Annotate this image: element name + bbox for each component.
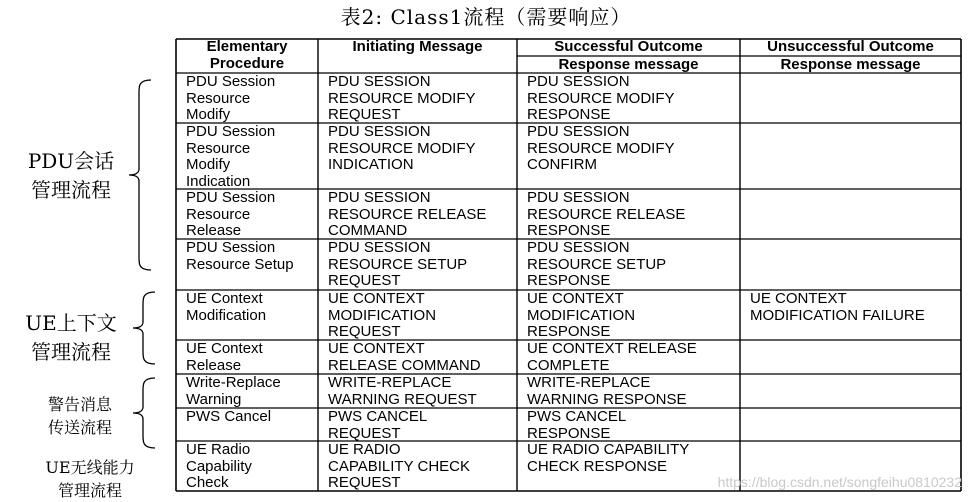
table-cell-successful: UE CONTEXT MODIFICATION RESPONSE: [527, 290, 636, 340]
group-brace: [129, 80, 151, 270]
table-title: 表2: Class1流程（需要响应）: [340, 5, 632, 29]
table-cell-procedure: PDU Session Resource Release: [186, 189, 276, 239]
table-cell-unsuccessful: [750, 341, 959, 374]
table-cell-procedure: UE Radio Capability Check: [186, 441, 252, 491]
table-cell-successful: PDU SESSION RESOURCE RELEASE RESPONSE: [527, 189, 686, 239]
watermark: https://blog.csdn.net/songfeihu0810232: [717, 474, 962, 490]
table-cell-initiating: UE CONTEXT RELEASE COMMAND: [328, 340, 481, 374]
table-cell-procedure: PDU Session Resource Setup: [186, 239, 294, 273]
table-cell-successful: UE RADIO CAPABILITY CHECK RESPONSE: [527, 441, 690, 475]
table-cell-procedure: PWS Cancel: [186, 408, 272, 425]
table-cell-initiating: PDU SESSION RESOURCE MODIFY INDICATION: [328, 123, 476, 173]
header-unsuccessful-outcome: Unsuccessful Outcome: [767, 38, 934, 55]
table-cell-successful: PDU SESSION RESOURCE SETUP RESPONSE: [527, 239, 667, 289]
table-cell-procedure: PDU Session Resource Modify Indication: [186, 123, 276, 190]
table-cell-procedure: UE Context Modification: [186, 290, 267, 324]
header-unsuccessful-response: Response message: [780, 56, 921, 73]
header-successful-response: Response message: [558, 56, 699, 73]
table-cell-initiating: PDU SESSION RESOURCE RELEASE COMMAND: [328, 189, 487, 239]
table-cell-unsuccessful: UE CONTEXT MODIFICATION FAILURE: [750, 290, 925, 324]
table-cell-initiating: PWS CANCEL REQUEST: [328, 408, 428, 442]
table-cell-initiating: PDU SESSION RESOURCE MODIFY REQUEST: [328, 73, 476, 123]
table-cell-procedure: UE Context Release: [186, 340, 263, 374]
header-initiating-message: Initiating Message: [352, 38, 483, 55]
table-cell-initiating: WRITE-REPLACE WARNING REQUEST: [328, 374, 477, 408]
table-cell-unsuccessful: [750, 190, 959, 239]
table-cell-procedure: PDU Session Resource Modify: [186, 73, 276, 123]
table-cell-successful: PDU SESSION RESOURCE MODIFY CONFIRM: [527, 123, 675, 173]
table-cell-successful: WRITE-REPLACE WARNING RESPONSE: [527, 374, 687, 408]
table-cell-initiating: UE RADIO CAPABILITY CHECK REQUEST: [328, 441, 470, 491]
header-successful-outcome: Successful Outcome: [554, 38, 703, 55]
table-cell-initiating: PDU SESSION RESOURCE SETUP REQUEST: [328, 239, 468, 289]
table-cell-unsuccessful: [750, 124, 959, 189]
table-cell-successful: PWS CANCEL RESPONSE: [527, 408, 627, 442]
group-label: UE上下文 管理流程: [25, 311, 117, 364]
group-brace: [133, 378, 155, 448]
group-label: UE无线能力 管理流程: [45, 458, 135, 501]
table-cell-unsuccessful: [750, 240, 959, 290]
table-cell-initiating: UE CONTEXT MODIFICATION REQUEST: [328, 290, 437, 340]
table-cell-successful: UE CONTEXT RELEASE COMPLETE: [527, 340, 697, 374]
header-elementary-procedure: Elementary Procedure: [206, 38, 288, 72]
group-label: PDU会话 管理流程: [27, 149, 115, 202]
table-cell-successful: PDU SESSION RESOURCE MODIFY RESPONSE: [527, 73, 675, 123]
table-cell-procedure: Write-Replace Warning: [186, 374, 281, 408]
group-brace: [133, 292, 155, 364]
table-cell-unsuccessful: [750, 375, 959, 408]
group-label: 警告消息 传送流程: [47, 395, 112, 438]
table-cell-unsuccessful: [750, 409, 959, 441]
table-cell-unsuccessful: [750, 74, 959, 123]
